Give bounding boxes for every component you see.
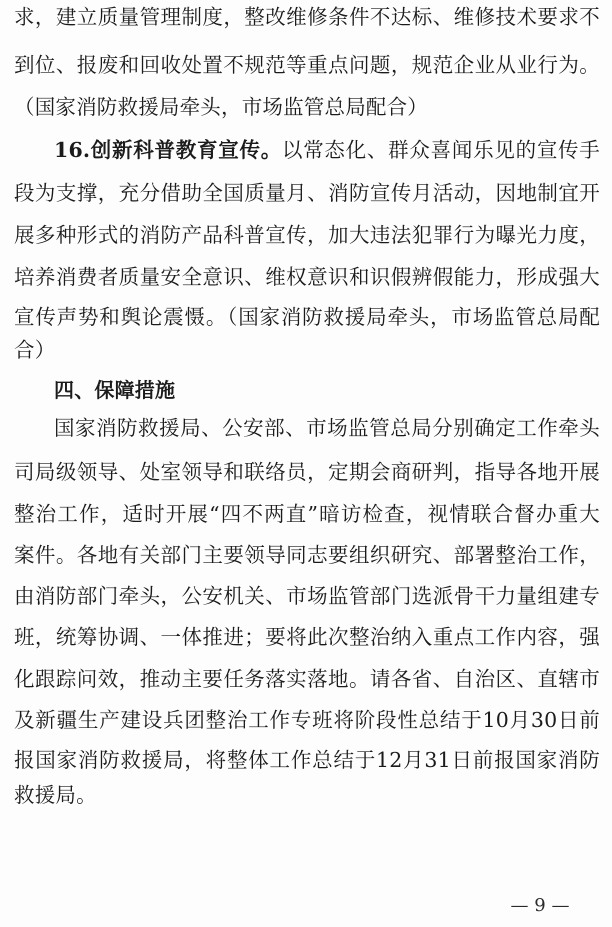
body-line: 司局级领导、处室领导和联络员，定期会商研判，指导各地开展: [14, 460, 600, 484]
body-line: 化跟踪问效，推动主要任务落实落地。请各省、自治区、直辖市: [14, 667, 600, 691]
body-line: 及新疆生产建设兵团整治工作专班将阶段性总结于10月30日前: [14, 708, 600, 732]
body-line: 班，统筹协调、一体推进；要将此次整治纳入重点工作内容，强: [14, 625, 600, 649]
item-16-first-line: [54, 135, 600, 169]
body-line: 案件。各地有关部门主要领导同志要组织研究、部署整治工作，: [14, 543, 600, 567]
section-heading: 四、保障措施: [54, 378, 176, 402]
body-line: 展多种形式的消防产品科普宣传，加大违法犯罪行为曝光力度，: [14, 223, 600, 247]
body-line: 合）: [14, 338, 56, 362]
body-line: 求，建立质量管理制度，整改维修条件不达标、维修技术要求不: [14, 5, 600, 29]
item-16-first-line-text: 以常态化、群众喜闻乐见的宣传手: [281, 138, 600, 162]
body-line: 培养消费者质量安全意识、维权意识和识假辨假能力，形成强大: [14, 265, 600, 289]
body-line: （国家消防救援局牵头，市场监管总局配合）: [14, 95, 428, 119]
body-line: 救援局。: [14, 783, 97, 807]
body-line: 国家消防救援局、公安部、市场监管总局分别确定工作牵头: [54, 416, 600, 440]
body-line: 报国家消防救援局，将整体工作总结于12月31日前报国家消防: [14, 748, 600, 772]
body-line: 宣传声势和舆论震慑。（国家消防救援局牵头，市场监管总局配: [14, 305, 600, 329]
body-line: 段为支撑，充分借助全国质量月、消防宣传月活动，因地制宜开: [14, 181, 600, 205]
body-line: 整治工作，适时开展“四不两直”暗访检查，视情联合督办重大: [14, 502, 600, 526]
body-line: 到位、报废和回收处置不规范等重点问题，规范企业从业行为。: [14, 53, 600, 77]
item-16-title: 16.创新科普教育宣传。: [54, 138, 282, 162]
page-number: — 9 —: [510, 895, 570, 916]
body-line: 由消防部门牵头，公安机关、市场监管部门选派骨干力量组建专: [14, 584, 600, 608]
